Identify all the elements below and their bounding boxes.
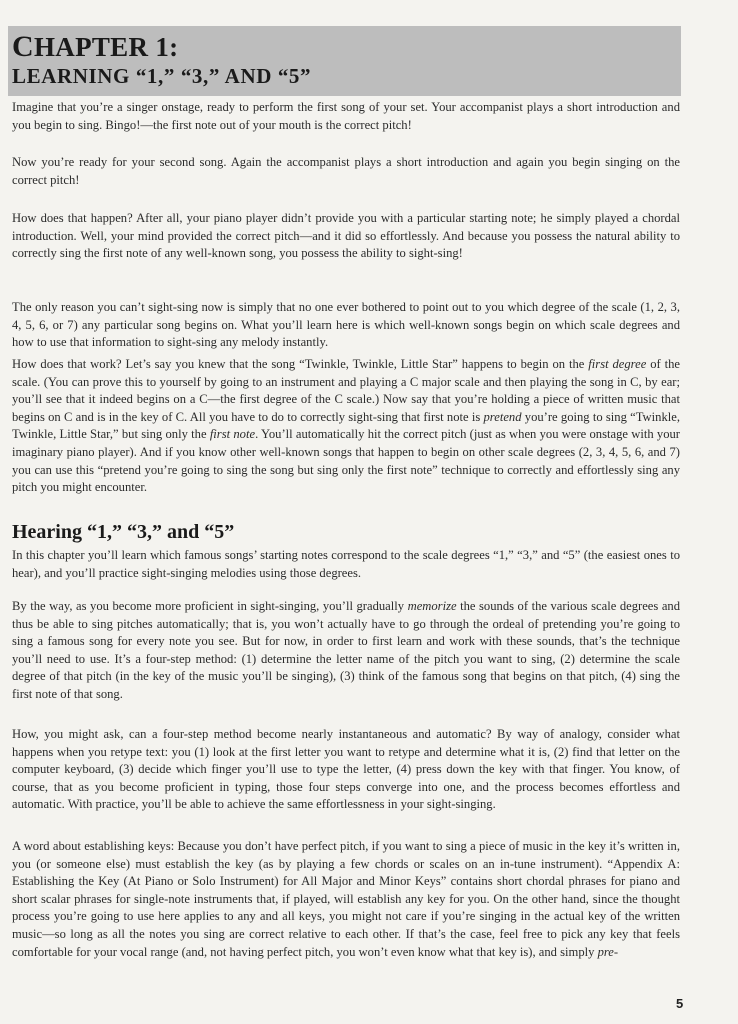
- paragraph-2: Now you’re ready for your second song. Again the accompanist plays a short introduction and again you begin singing on the correct pitch!: [12, 155, 680, 187]
- paragraph-4: The only reason you can’t sight-sing now is simply that no one ever bothered to point out to you which degree of the scale (1, 2, 3, 4, 5, 6, or 7) any particular song begins on. What you’ll learn here is which well-known songs begin on which scale degrees and how to use that information to sight-sing any melody instantly.: [12, 300, 680, 350]
- paragraph-7-part-a: By the way, as you become more proficient in sight-singing, you’ll gradually: [12, 599, 408, 613]
- chapter-subtitle: LEARNING “1,” “3,” AND “5”: [12, 64, 312, 88]
- paragraph-1: Imagine that you’re a singer onstage, ready to perform the first song of your set. Your accompanist plays a short introduction and you begin to sing. Bingo!—the first note out of your mouth is the correct pitch!: [12, 100, 680, 132]
- page-number: 5: [676, 996, 684, 1011]
- paragraph-6: In this chapter you’ll learn which famous songs’ starting notes correspond to the scale degrees “1,” “3,” and “5” (the easiest ones to hear), and you’ll practice sight-singing melodies using those degrees.: [12, 548, 680, 580]
- paragraph-5: [12, 356, 680, 497]
- paragraph-5-emphasis-pretend: pretend: [483, 409, 522, 424]
- section-heading: Hearing “1,” “3,” and “5”: [12, 521, 235, 543]
- paragraph-5-part-g: . You’ll automatically hit the correct pitch (just as when you were onstage with your imaginary piano player). And if you know other well-known songs that happen to begin on other scale degrees (2, 3, 4, 5, 6, and 7) you can use this “pretend you’re going to sing the song but sing only the first note” technique to correctly and effortlessly sing any pitch you might encounter.: [12, 427, 681, 495]
- chapter-title-initial: C: [12, 30, 34, 63]
- paragraph-9: [12, 838, 680, 961]
- paragraph-7-emphasis-memorize: memorize: [407, 599, 457, 613]
- paragraph-7: [12, 598, 680, 704]
- paragraph-3: How does that happen? After all, your piano player didn’t provide you with a particular starting note; he simply played a chordal introduction. Well, your mind provided the correct pitch—and it did so effortlessly. And because you possess the natural ability to correctly sing the first note of any well-known song, you possess the ability to sight-sing!: [12, 211, 680, 261]
- paragraph-5-emphasis-first-degree: first degree: [588, 357, 647, 371]
- paragraph-5-part-e: you’re going to sing “Twinkle, Twinkle, Little Star,” but sing only the: [12, 409, 680, 442]
- paragraph-5-part-c: of the scale. (You can prove this to yourself by going to an instrument and playing a C major scale and then playing the song in C, by ear; you’ll see that it indeed begins on a C—the first degree of the C scale.) Now say that you’re holding a piece of written music that begins on C and is in the key of C. All you have to do to correctly sight-sing that first note is: [12, 357, 681, 424]
- chapter-title-rest: HAPTER 1:: [33, 32, 179, 62]
- paragraph-5-part-a: How does that work? Let’s say you knew that the song “Twinkle, Twinkle, Little Star” happens to begin on the: [12, 357, 589, 371]
- chapter-title: [12, 32, 178, 62]
- paragraph-5-emphasis-first-note: first note: [209, 427, 256, 442]
- paragraph-8: How, you might ask, can a four-step method become nearly instantaneous and automatic? By way of analogy, consider what happens when you retype text: you (1) look at the first letter you want to retype and determine what it is, (2) find that letter on the computer keyboard, (3) decide which finger you’ll use to type the letter, (4) press down the key with that finger. You know, of course, that as you become proficient in typing, those four steps converge into one, and the process becomes effortless and automatic. With practice, you’ll be able to achieve the same effortlessness in your sight-singing.: [12, 727, 680, 812]
- paragraph-9-emphasis-pre: pre-: [597, 944, 619, 959]
- paragraph-7-part-c: the sounds of the various scale degrees and thus be able to sing pitches automatically; that is, you won’t actually have to go through the ordeal of pretending you’re going to sing a famous song for every note you see. But for now, in order to first learn and work with these sounds, that’s the technique you’ll need to use. It’s a four-step method: (1) determine the letter name of the pitch you want to sing, (2) determine the scale degree of that pitch (in the key of the music you’ll be singing), (3) think of the famous song that begins on that pitch, (4) sing the first note of that song.: [12, 599, 681, 701]
- paragraph-9-part-a: A word about establishing keys: Because you don’t have perfect pitch, if you want to sing a piece of music in the key it’s written in, you (or someone else) must establish the key (as by playing a few chords or scales on an in-tune instrument). “Appendix A: Establishing the Key (At Piano or Solo Instrument) for All Major and Minor Keys” contains short chordal phrases for piano and short scalar phrases for single-note instruments that, if played, will establish any key for you. On the other hand, since the thought process you’re going to use here applies to any and all keys, you might not care if you’re singing in the actual key of the written music—so long as all the notes you sing are correct relative to each other. If that’s the case, feel free to pick any key that feels comfortable for your vocal range (and, not having perfect pitch, you won’t even know what that key is), and simply: [12, 839, 680, 959]
